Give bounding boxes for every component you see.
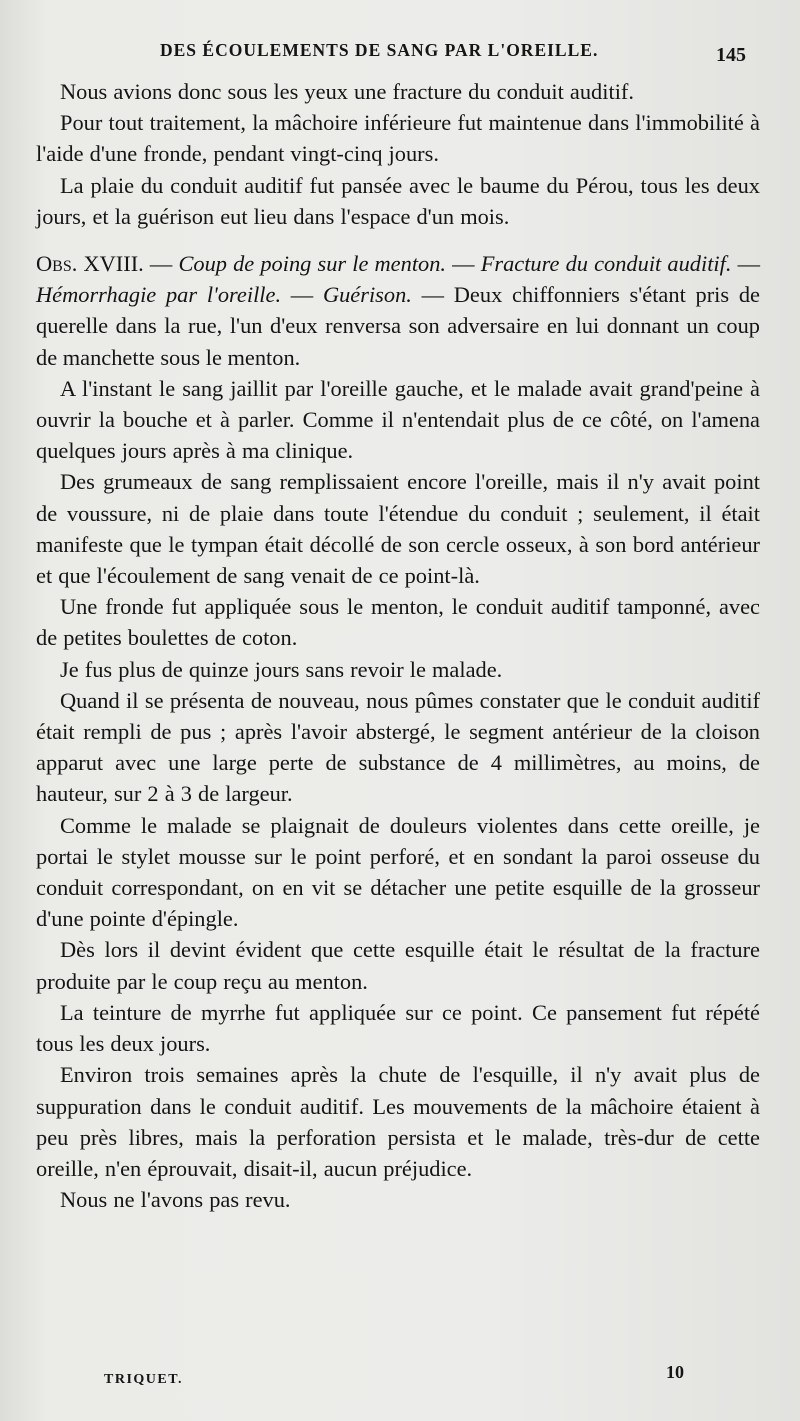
observation-dash: — (446, 251, 481, 277)
paragraph: La teinture de myrrhe fut appliquée sur ce point. Ce pansement fut répété tous les deux jours. (36, 999, 760, 1057)
paragraph: A l'instant le sang jaillit par l'oreille gauche, et le malade avait grand'peine à ouvrir la bouche et à parler. Comme il n'entendait plus de ce côté, on l'amena quelques jours après à ma clinique. (36, 375, 760, 464)
paragraph: Pour tout traitement, la mâchoire inférieure fut maintenue dans l'immobilité à l'aide d'une fronde, pendant vingt-cinq jours. (36, 110, 760, 167)
observation-heading (36, 248, 760, 373)
observation-label: Obs. XVIII. (36, 251, 144, 277)
observation-title: Coup de poing sur le menton. (178, 251, 447, 277)
paragraph: Quand il se présenta de nouveau, nous pûmes constater que le conduit auditif était rempli de pus ; après l'avoir abstergé, le segment antérieur de la cloison apparut avec une large perte de substance de 4 millimètres, au moins, de hauteur, sur 2 à 3 de largeur. (36, 687, 760, 807)
observation-dash: — (411, 282, 454, 308)
observation-text: Deux chiffonniers s'étant pris de querelle dans la rue, l'un d'eux renversa son adversaire en lui donnant un coup de manchette sous le menton. (36, 282, 760, 370)
paragraph: Dès lors il devint évident que cette esquille était le résultat de la fracture produite par le coup reçu au menton. (36, 937, 760, 994)
observation-dash: — (281, 282, 323, 308)
signature: TRIQUET. (104, 1372, 184, 1387)
observation-dash: — (731, 251, 760, 277)
observation-title: Guérison. (322, 282, 412, 308)
page-footer (104, 1362, 684, 1392)
paragraph: Comme le malade se plaignait de douleurs violentes dans cette oreille, je portai le stylet mousse sur le point perforé, et en sondant la paroi osseuse du conduit correspondant, on en vit se détacher une petite esquille de la grosseur d'une pointe d'épingle. (36, 812, 760, 932)
paragraph: Nous avions donc sous les yeux une fracture du conduit auditif. (60, 79, 634, 104)
paragraph: La plaie du conduit auditif fut pansée avec le baume du Pérou, tous les deux jours, et la guérison eut lieu dans l'espace d'un mois. (36, 172, 760, 229)
observation-dash: — (143, 251, 179, 277)
page-header (160, 36, 780, 66)
page-number: 145 (716, 44, 746, 66)
paragraph: Des grumeaux de sang remplissaient encore l'oreille, mais il n'y avait point de voussure, ni de plaie dans toute l'étendue du conduit ; seulement, il était manifeste que le tympan était décollé de son cercle osseux, à son bord antérieur et que l'écoulement de sang venait de ce point-là. (36, 469, 760, 589)
paragraph: Une fronde fut appliquée sous le menton, le conduit auditif tamponné, avec de petites boulettes de coton. (36, 594, 760, 651)
paragraph: Nous ne l'avons pas revu. (60, 1187, 291, 1213)
body-text (36, 76, 760, 1215)
running-head: DES ÉCOULEMENTS DE SANG PAR L'OREILLE. (160, 40, 599, 60)
signature-mark: 10 (666, 1362, 684, 1382)
observation-title: Hémorrhagie par l'oreille. (36, 282, 282, 308)
section-gap (36, 232, 760, 241)
paragraph: Environ trois semaines après la chute de l'esquille, il n'y avait plus de suppuration dans le conduit auditif. Les mouvements de la mâchoire étaient à peu près libres, mais la perforation persista et le malade, très-dur de cette oreille, n'en éprouvait, disait-il, aucun préjudice. (36, 1062, 760, 1181)
paragraph: Je fus plus de quinze jours sans revoir le malade. (60, 656, 503, 682)
observation-title: Fracture du conduit auditif. (480, 251, 732, 277)
